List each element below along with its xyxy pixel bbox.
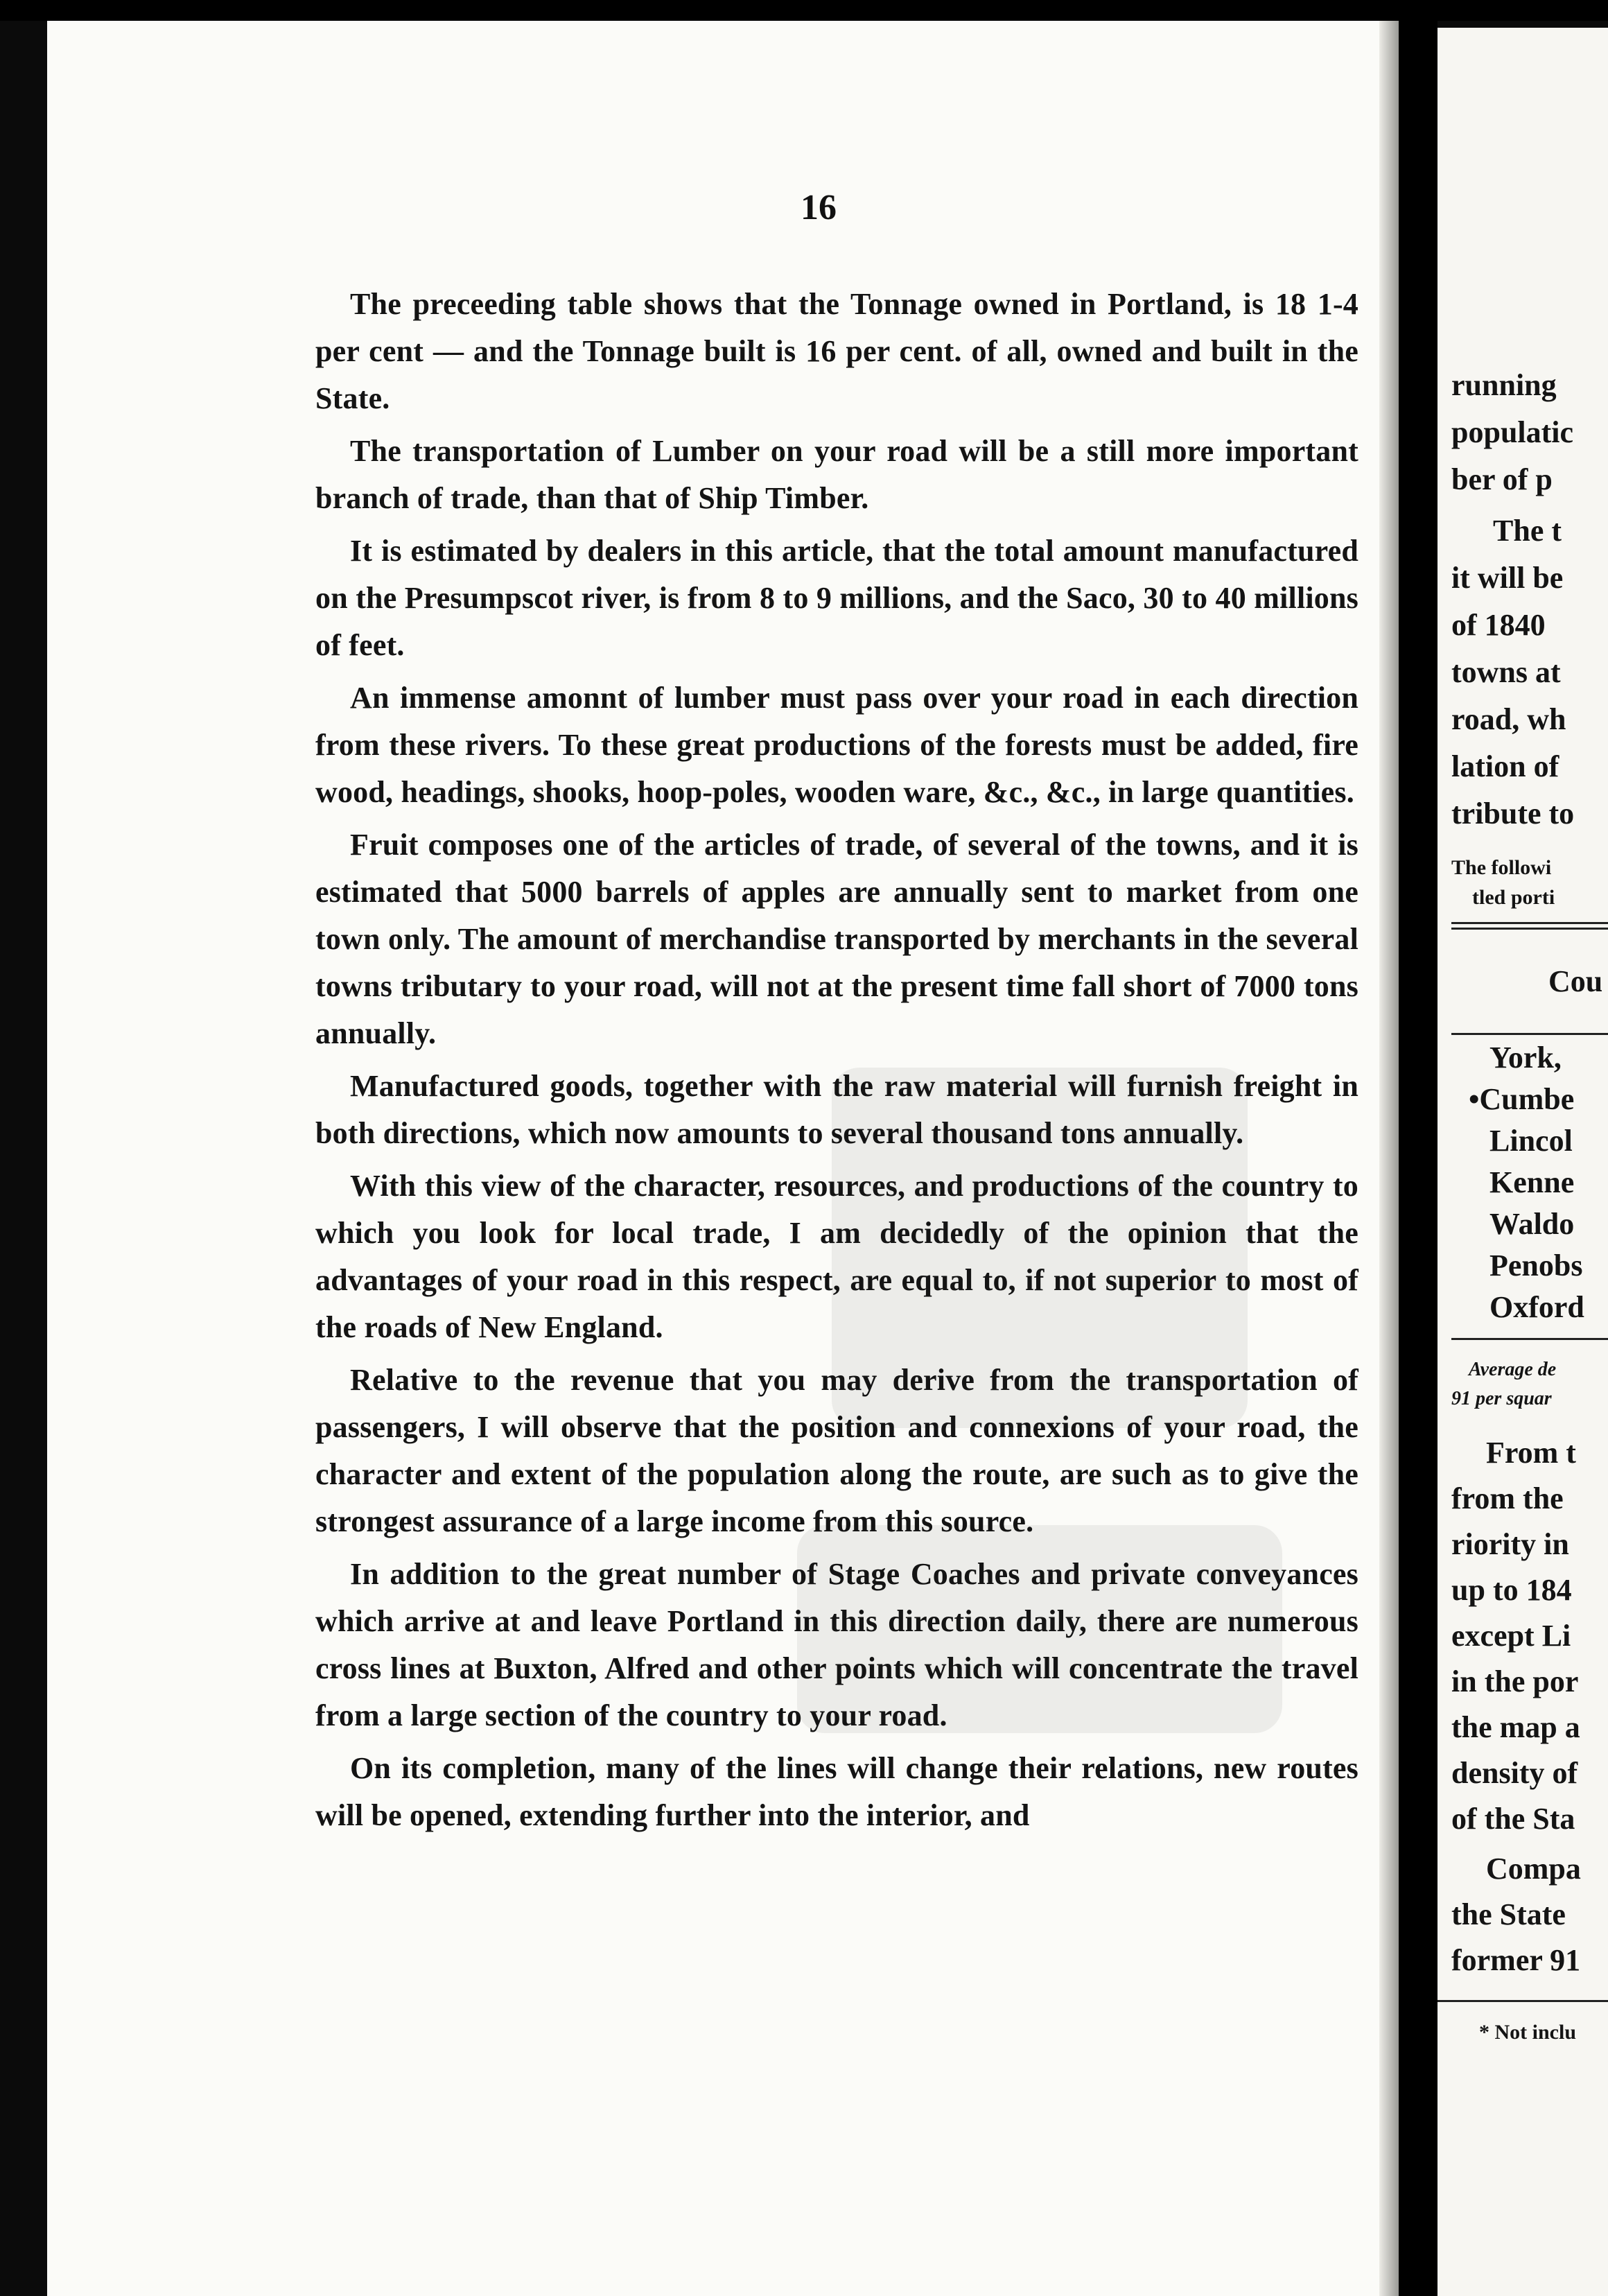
table-note-line: Average de [1469, 1359, 1557, 1380]
fragment-line: it will be [1451, 561, 1564, 595]
fragment-line: The t [1493, 514, 1562, 548]
footnote: * Not inclu [1479, 2021, 1577, 2044]
table-caption-line: The followi [1451, 856, 1552, 879]
fragment-line: former 91 [1451, 1943, 1581, 1977]
scan-border [0, 0, 1608, 21]
table-row: Lincol [1489, 1124, 1573, 1158]
fragment-line: up to 184 [1451, 1573, 1572, 1607]
fragment-line: in the por [1451, 1664, 1579, 1698]
table-rule [1451, 928, 1608, 930]
paragraph: An immense amonnt of lumber must pass over your road in each direction from these rivers. To these great productions of the forests must be added, fire wood, headings, shooks, hoop-poles, wooden ware, &c., &c., in large quantities. [315, 681, 1358, 809]
paragraph: The transportation of Lumber on your road will be a still more important branch of trade, than that of Ship Timber. [315, 434, 1358, 515]
footnote-rule [1437, 2000, 1608, 2002]
table-row: Oxford [1489, 1290, 1584, 1324]
table-rule [1451, 922, 1608, 924]
book-spine [1399, 0, 1437, 2296]
page-number: 16 [801, 188, 837, 227]
fragment-line: the map a [1451, 1710, 1580, 1744]
table-row: •Cumbe [1469, 1082, 1575, 1116]
paragraph: It is estimated by dealers in this article, that the total amount manufactured on the Presumpscot river, is from 8 to 9 millions, and the Saco, 30 to 40 millions of feet. [315, 534, 1358, 662]
fragment-line: towns at [1451, 655, 1561, 689]
fragment-line: populatic [1451, 415, 1574, 449]
table-header: Cou [1548, 964, 1603, 998]
table-caption-line: tled porti [1472, 886, 1555, 909]
fragment-line: except Li [1451, 1619, 1571, 1653]
paragraph: With this view of the character, resources, and productions of the country to which you look for local trade, I am decidedly of the opinion that the advantages of your road in this respect, are equal to, if not superior to most of the roads of New England. [315, 1169, 1358, 1344]
paragraph: Fruit composes one of the articles of trade, of several of the towns, and it is estimated that 5000 barrels of apples are annually sent to market from one town only. The amount of merchandise transported by merchants in the several towns tributary to your road, will not at the present time fall short of 7000 tons annually. [315, 828, 1358, 1050]
paragraph: Relative to the revenue that you may derive from the transportation of passengers, I will observe that the position and connexions of your road, the character and extent of the population along the route, are such as to give the strongest assurance of a large income from this source. [315, 1363, 1358, 1538]
table-rule [1451, 1338, 1608, 1340]
paragraph: In addition to the great number of Stage Coaches and private conveyances which arrive at and leave Portland in this direction daily, there are numerous cross lines at Buxton, Alfred and other points which will concentrate the travel from a large section of the country to your road. [315, 1557, 1358, 1732]
fragment-line: ber of p [1451, 462, 1553, 496]
gutter-shadow [1379, 21, 1399, 2296]
fragment-line: road, wh [1451, 702, 1566, 736]
paragraph: The preceeding table shows that the Tonnage owned in Portland, is 18 1-4 per cent — and the Tonnage built is 16 per cent. of all, owned and built in the State. [315, 287, 1358, 415]
fragment-line: lation of [1451, 749, 1559, 783]
table-rule [1451, 1033, 1608, 1035]
fragment-line: of the Sta [1451, 1802, 1575, 1836]
right-page-fragment [1437, 28, 1608, 2296]
fragment-line: of 1840 [1451, 608, 1546, 642]
fragment-line: density of [1451, 1756, 1578, 1790]
fragment-line: Compa [1486, 1852, 1581, 1886]
table-row: Waldo [1489, 1207, 1575, 1241]
table-row: Kenne [1489, 1165, 1575, 1199]
paragraph: On its completion, many of the lines will change their relations, new routes will be opened, extending further into the interior, and [315, 1751, 1358, 1832]
table-row: Penobs [1489, 1249, 1583, 1282]
fragment-line: riority in [1451, 1527, 1569, 1561]
paragraph: Manufactured goods, together with the raw material will furnish freight in both directions, which now amounts to several thousand tons annually. [315, 1069, 1358, 1150]
fragment-line: From t [1486, 1436, 1576, 1470]
table-note-line: 91 per squar [1451, 1388, 1552, 1409]
table-row: York, [1489, 1041, 1562, 1075]
fragment-line: tribute to [1451, 797, 1575, 830]
fragment-line: from the [1451, 1481, 1564, 1515]
fragment-line: running [1451, 368, 1557, 402]
fragment-line: the State [1451, 1897, 1566, 1931]
body-text [315, 281, 1358, 1845]
